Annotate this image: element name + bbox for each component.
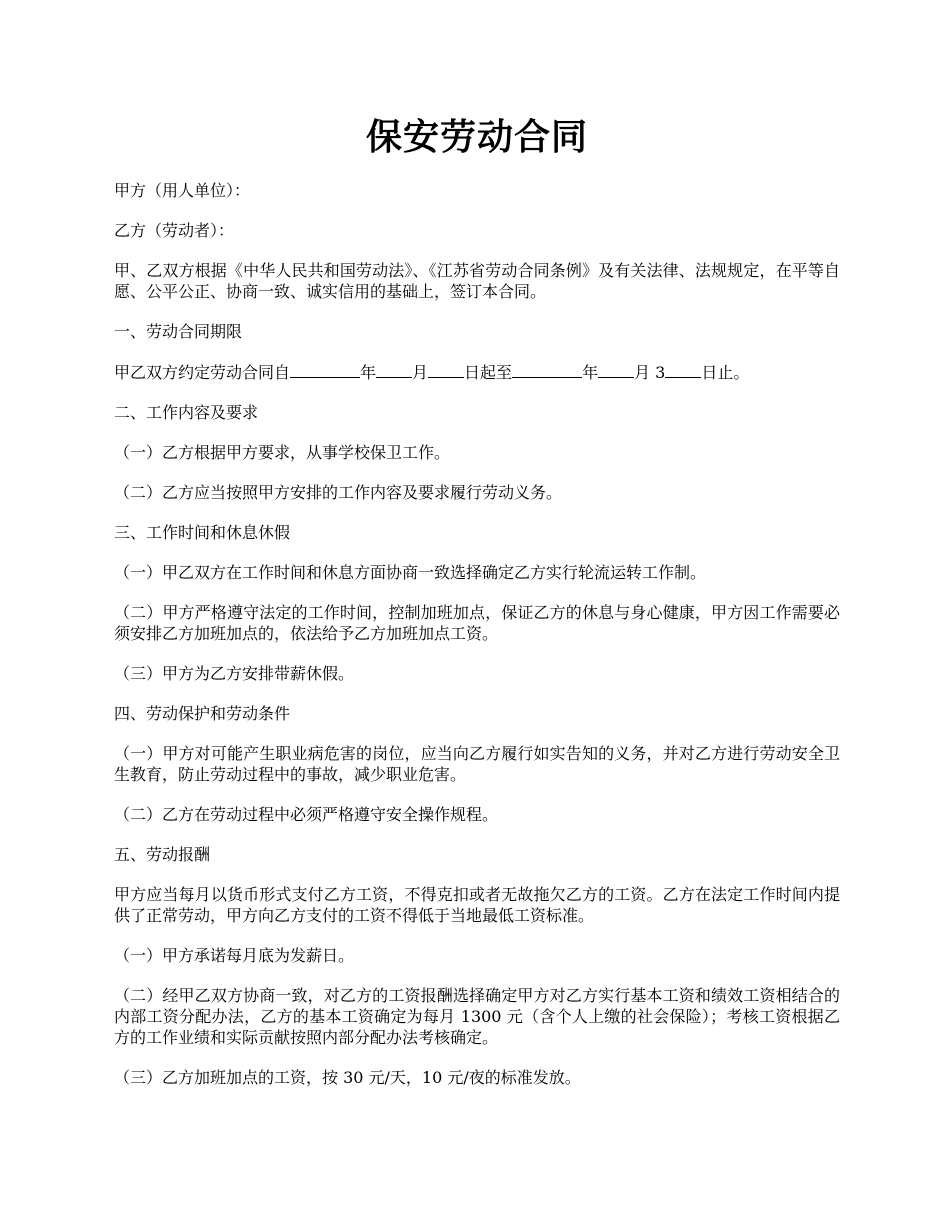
section-3-clause-2: （二）甲方严格遵守法定的工作时间，控制加班加点，保证乙方的休息与身心健康，甲方因工作需要必须安排乙方加班加点的，依法给予乙方加班加点工资。 [114,603,840,643]
section-2-clause-1: （一）乙方根据甲方要求，从事学校保卫工作。 [114,443,451,462]
section-4-clause-1: （一）甲方对可能产生职业病危害的岗位，应当向乙方履行如实告知的义务，并对乙方进行劳动安全卫生教育，防止劳动过程中的事故，减少职业危害。 [114,744,840,784]
term-prefix: 甲乙双方约定劳动合同自 [114,363,291,382]
term-month-label-2: 月 3 [634,363,666,382]
section-4-clause-2: （二）乙方在劳动过程中必须严格遵守安全操作规程。 [114,805,499,824]
section-5-intro: 甲方应当每月以货币形式支付乙方工资，不得克扣或者无故拖欠乙方的工资。乙方在法定工作时间内提供了正常劳动，甲方向乙方支付的工资不得低于当地最低工资标准。 [114,885,840,925]
end-month-blank[interactable] [598,361,634,378]
section-3-clause-3: （三）甲方为乙方安排带薪休假。 [114,664,355,683]
preamble-paragraph: 甲、乙双方根据《中华人民共和国劳动法》、《江苏省劳动合同条例》及有关法律、法规规定，在平等自愿、公平公正、协商一致、诚实信用的基础上，签订本合同。 [114,261,840,301]
contract-term-line [114,361,840,383]
party-a-line: 甲方（用人单位）： [114,181,251,200]
section-3-heading: 三、工作时间和休息休假 [114,523,291,542]
party-b-line: 乙方（劳动者）： [114,221,235,240]
end-day-blank[interactable] [665,361,701,378]
section-5-clause-3: （三）乙方加班加点的工资，按 30 元/天，10 元/夜的标准发放。 [114,1068,581,1087]
term-year-label: 年 [360,363,377,382]
term-day-from-label: 日起至 [464,363,513,382]
section-5-heading: 五、劳动报酬 [114,845,211,864]
section-5-clause-1: （一）甲方承诺每月底为发薪日。 [114,946,355,965]
end-year-blank[interactable] [512,361,582,378]
start-year-blank[interactable] [290,361,360,378]
contract-page [114,112,840,1107]
section-4-heading: 四、劳动保护和劳动条件 [114,704,291,723]
section-1-heading: 一、劳动合同期限 [114,322,243,341]
section-5-clause-2: （二）经甲乙双方协商一致，对乙方的工资报酬选择确定甲方对乙方实行基本工资和绩效工资相结合的内部工资分配办法，乙方的基本工资确定为每月 1300 元（含个人上缴的社会保险）；考核工资根据乙方的工作业绩和实际贡献按照内部分配办法考核确定。 [114,986,840,1047]
term-month-label: 月 [412,363,429,382]
start-day-blank[interactable] [428,361,464,378]
page-title: 保安劳动合同 [365,116,588,158]
term-end-label: 日止。 [701,363,750,382]
section-3-clause-1: （一）甲乙双方在工作时间和休息方面协商一致选择确定乙方实行轮流运转工作制。 [114,563,707,582]
term-year-label-2: 年 [582,363,599,382]
section-2-heading: 二、工作内容及要求 [114,403,259,422]
section-2-clause-2: （二）乙方应当按照甲方安排的工作内容及要求履行劳动义务。 [114,483,563,502]
start-month-blank[interactable] [376,361,412,378]
